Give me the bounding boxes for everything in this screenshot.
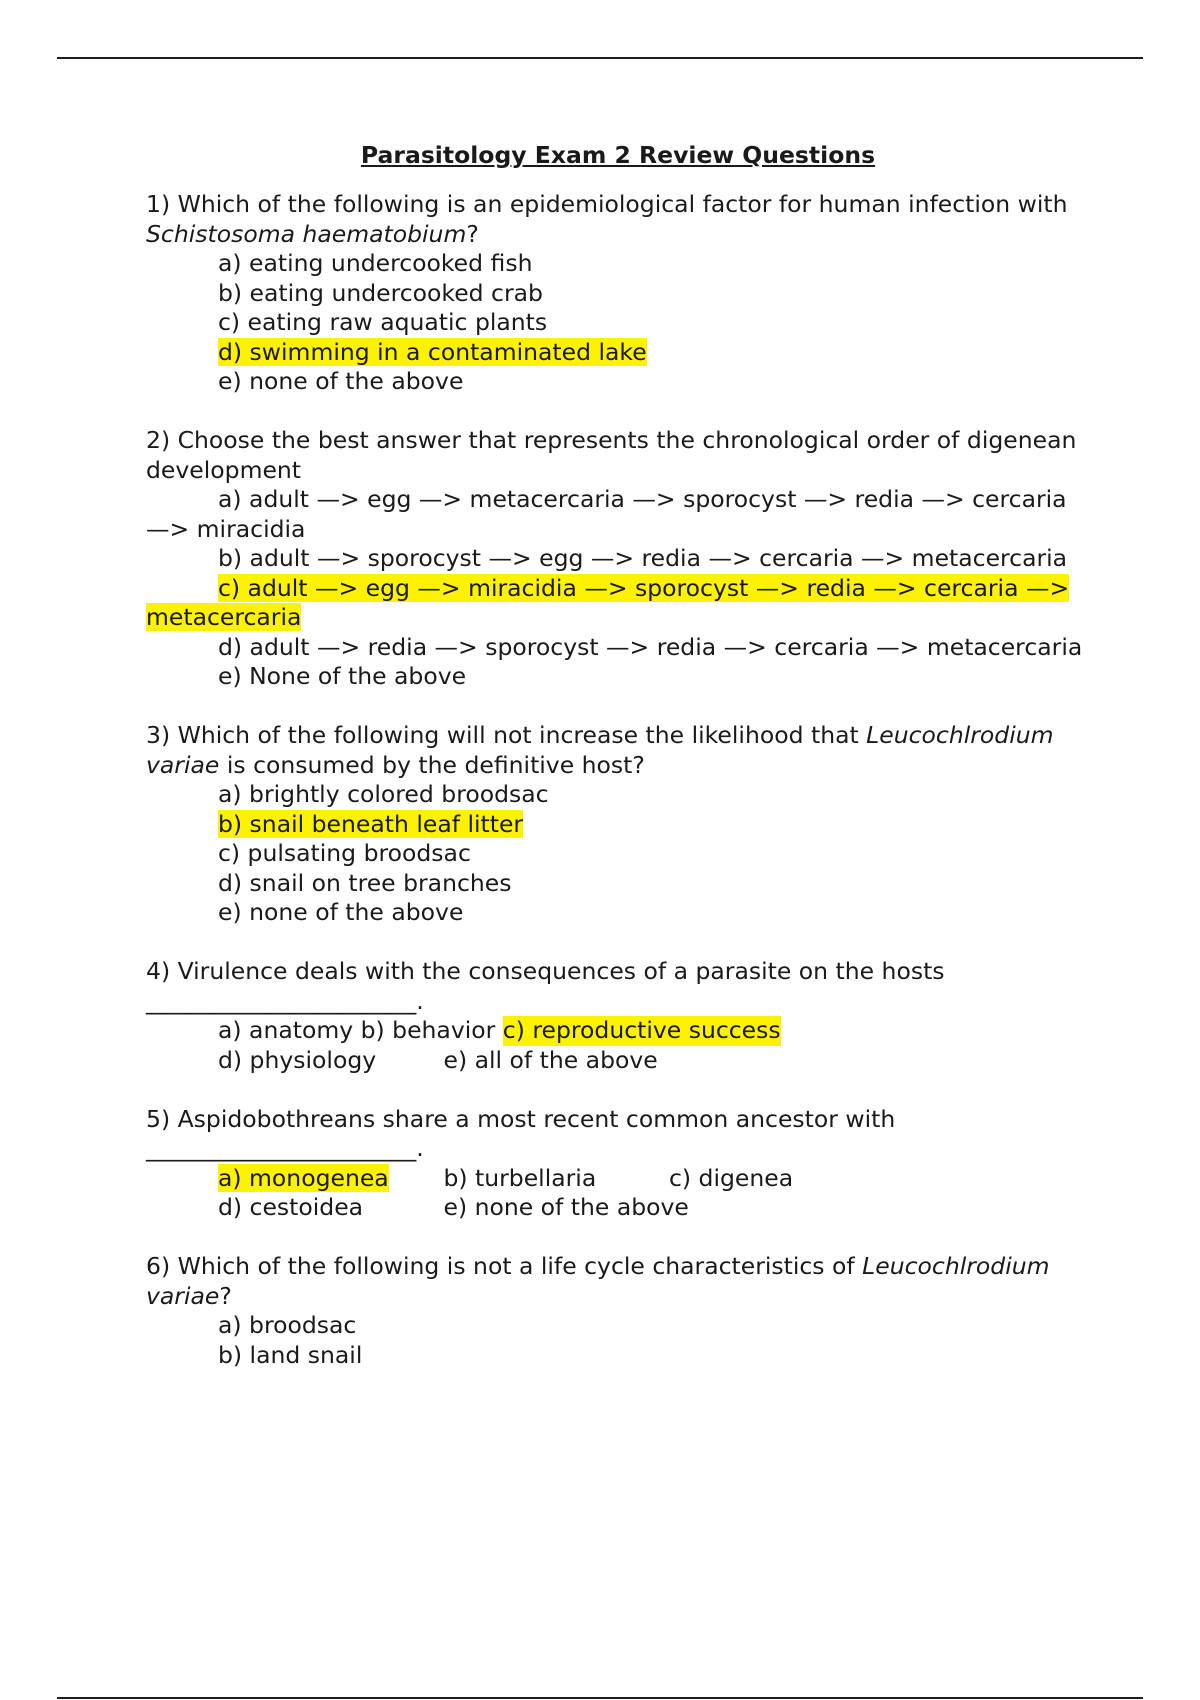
q2-option-e: e) None of the above — [218, 662, 467, 690]
q4-option-c-answer: c) reproductive success — [502, 1016, 781, 1044]
species-name: Schistosoma haematobium — [146, 219, 467, 248]
q4-option-b: b) behavior — [360, 1016, 496, 1044]
q4-option-e: e) all of the above — [443, 1045, 658, 1074]
q4-option-d: d) physiology — [218, 1045, 377, 1074]
question-6-stem: 6) Which of the following is not a life cycle characteristics of Leucochlrodium variae? — [146, 1252, 1050, 1310]
q5-option-a-answer: a) monogenea — [218, 1163, 389, 1192]
question-2-stem: 2) Choose the best answer that represents the chronological order of digenean development — [146, 426, 1077, 484]
question-4 — [146, 957, 1090, 1075]
q2-option-c-answer — [146, 574, 1090, 633]
question-1-stem: 1) Which of the following is an epidemiological factor for human infection with Schistosoma haematobium? — [146, 190, 1068, 248]
bottom-rule — [57, 1697, 1143, 1699]
q1-option-c: c) eating raw aquatic plants — [218, 308, 548, 336]
fill-in-blank: _______________________. — [146, 986, 424, 1015]
q3-option-e: e) none of the above — [218, 898, 464, 926]
q6-option-b: b) land snail — [218, 1340, 363, 1369]
q5-options-row-1 — [146, 1164, 1090, 1194]
answer-highlight: c) adult —> egg —> miracidia —> sporocyst —> redia —> cercaria —> metacercaria — [146, 573, 1070, 631]
q1-option-a: a) eating undercooked fish — [218, 249, 533, 277]
question-1 — [146, 190, 1090, 397]
question-5-stem: 5) Aspidobothreans share a most recent common ancestor with — [146, 1104, 896, 1133]
question-2 — [146, 426, 1090, 692]
fill-in-blank: _______________________. — [146, 1134, 424, 1162]
q2-option-d: d) adult —> redia —> sporocyst —> redia —> cercaria —> metacercaria — [218, 632, 1083, 661]
q1-option-e: e) none of the above — [218, 367, 464, 395]
q6-option-a: a) broodsac — [218, 1311, 357, 1339]
q4-option-a: a) anatomy — [218, 1016, 354, 1044]
q5-option-c: c) digenea — [668, 1163, 794, 1192]
q5-option-d: d) cestoidea — [218, 1193, 364, 1221]
q4-options-row-1 — [146, 1016, 1090, 1046]
q4-options-row-2 — [146, 1046, 1090, 1076]
question-6 — [146, 1252, 1090, 1370]
question-3 — [146, 721, 1090, 928]
species-name: Leucochlrodium variae — [146, 721, 1054, 779]
species-name: Leucochlrodium variae — [146, 1252, 1050, 1310]
q3-option-b-answer — [146, 810, 1090, 840]
document-body — [146, 140, 1090, 1400]
q1-option-b: b) eating undercooked crab — [218, 278, 543, 307]
q1-option-d-answer — [146, 338, 1090, 368]
q3-option-a: a) brightly colored broodsac — [218, 780, 549, 808]
q5-options-row-2 — [146, 1193, 1090, 1223]
page-title: Parasitology Exam 2 Review Questions — [360, 141, 876, 169]
question-3-stem: 3) Which of the following will not increase the likelihood that Leucochlrodium variae is consumed by the definitive host? — [146, 721, 1054, 779]
q5-option-e: e) none of the above — [443, 1193, 689, 1221]
answer-highlight: b) snail beneath leaf litter — [218, 809, 524, 838]
question-4-stem: 4) Virulence deals with the consequences of a parasite on the hosts — [146, 957, 945, 985]
q3-option-d: d) snail on tree branches — [218, 868, 512, 897]
question-5 — [146, 1105, 1090, 1223]
q5-option-b: b) turbellaria — [443, 1163, 597, 1192]
answer-highlight: d) swimming in a contaminated lake — [218, 337, 647, 366]
q2-option-b: b) adult —> sporocyst —> egg —> redia —> cercaria —> metacercaria — [218, 544, 1068, 572]
top-rule — [57, 57, 1143, 59]
q3-option-c: c) pulsating broodsac — [218, 839, 471, 867]
q2-option-a: a) adult —> egg —> metacercaria —> sporocyst —> redia —> cercaria —> miracidia — [146, 485, 1067, 543]
